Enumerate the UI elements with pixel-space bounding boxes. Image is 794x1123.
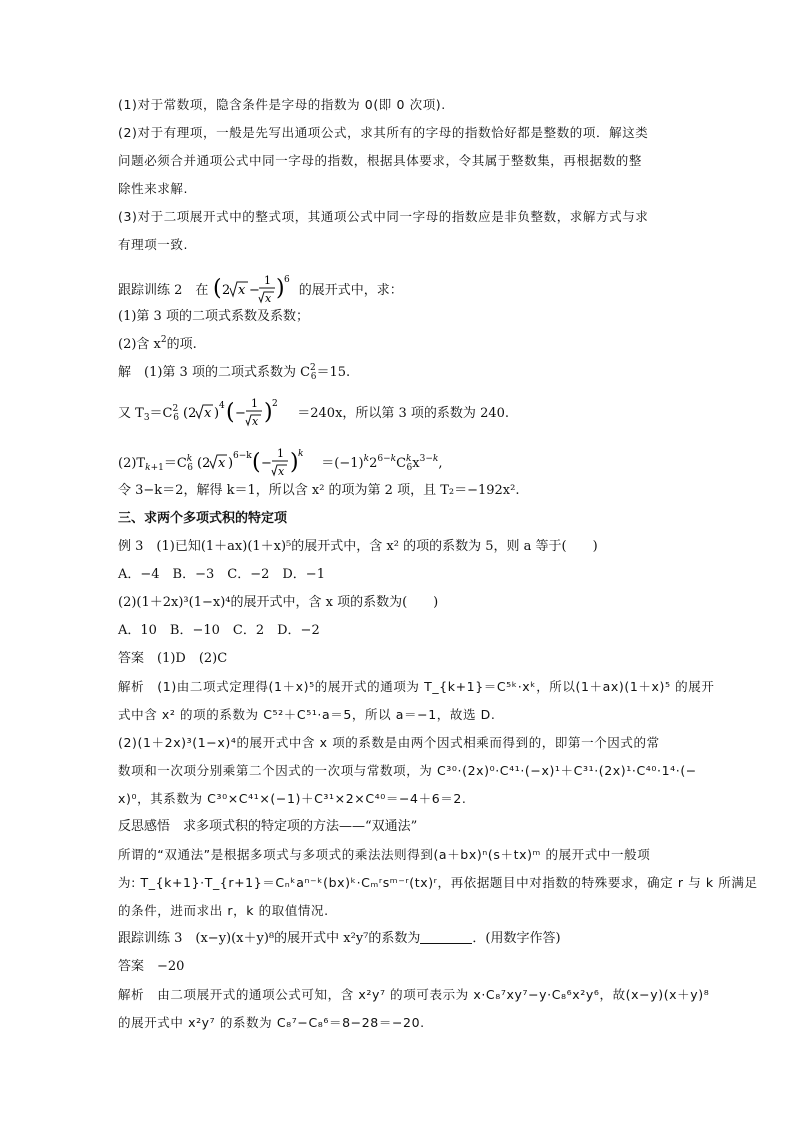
example3-q2: (2)(1＋2x)³(1−x)⁴的展开式中，含 x 项的系数为( ) <box>118 595 439 610</box>
practice3-question: 跟踪训练 3 (x−y)(x＋y)⁸的展开式中 x²y⁷的系数为 ．(用数字作答) <box>118 931 561 946</box>
svg-text:): ) <box>290 450 299 475</box>
svg-text:6−k: 6−k <box>233 451 252 461</box>
practice3-analysis-2: 的展开式中 x²y⁷ 的系数为 C₈⁷−C₈⁶＝8−28＝−20. <box>118 1015 425 1030</box>
svg-text:−: − <box>235 406 247 421</box>
answer-blank <box>420 930 472 944</box>
example3-analysis-1: 解析 (1)由二项式定理得(1＋x)⁵的展开式的通项为 T_{k+1}＝C⁵ᵏ·xᵏ，所以(1＋ax)(1＋x)⁵ 的展开 <box>118 679 715 694</box>
svg-text:−: − <box>261 456 273 471</box>
para-integral-term-2: 有理项一致. <box>118 237 189 252</box>
svg-text:−: − <box>248 283 260 298</box>
practice3-analysis-1: 解析 由二项展开式的通项公式可知，含 x²y⁷ 的项可表示为 x·C₈⁷xy⁷−y·C₈⁶x²y⁶，故(x−y)(x＋y)⁸ <box>118 987 710 1002</box>
reflection-line-3: 的条件，进而求出 r，k 的取值情况. <box>118 903 329 918</box>
svg-text:1: 1 <box>277 447 285 460</box>
svg-text:2: 2 <box>272 399 278 409</box>
svg-text:): ) <box>264 400 273 425</box>
solution-line-4: 令 3−k＝2，解得 k＝1，所以含 x² 的项为第 2 项，且 T₂＝−192x². <box>118 483 520 498</box>
svg-text:6: 6 <box>283 275 290 285</box>
solution-line-3: $(2)T_{k+1}=C^k_6$ (2 x ) 6−k ( − 1 x ) k $=(-1)^k2^{6-k}C^k_6x^{3-k}$, <box>118 444 442 480</box>
svg-text:(: ( <box>226 400 235 425</box>
svg-text:x: x <box>252 415 259 428</box>
practice2-label: 跟踪训练 2 在 <box>118 283 209 298</box>
svg-text:): ) <box>275 276 285 301</box>
svg-text:4: 4 <box>219 401 225 411</box>
svg-text:k: k <box>298 449 304 459</box>
example3-analysis-2: 式中含 x² 的项的系数为 C⁵²＋C⁵¹·a＝5，所以 a＝−1，故选 D. <box>118 707 496 722</box>
svg-text:x: x <box>237 283 245 298</box>
binomial-expression <box>213 270 295 308</box>
para-rational-term-3: 除性来求解. <box>118 181 189 196</box>
svg-text:(2: (2 <box>197 456 211 471</box>
svg-text:1: 1 <box>251 397 259 410</box>
svg-text:): ) <box>228 456 234 471</box>
para-integral-term-1: (3)对于二项展开式中的整式项，其通项公式中同一字母的指数应是非负整数，求解方式与求 <box>118 209 649 224</box>
para-constant-term: (1)对于常数项，隐含条件是字母的指数为 0(即 0 次项). <box>118 97 446 112</box>
example3-options-1: A．−4 B．−3 C．−2 D．−1 <box>118 567 325 582</box>
example3-analysis-3: (2)(1＋2x)³(1−x)⁴的展开式中含 x 项的系数是由两个因式相乘而得到的，即第一个因式的常 <box>118 735 660 750</box>
section-heading: 三、求两个多项式积的特定项 <box>118 511 288 526</box>
svg-text:x: x <box>264 292 271 305</box>
reflection-title: 反思感悟 求多项式积的特定项的方法——“双通法” <box>118 819 418 834</box>
svg-text:(2: (2 <box>183 406 197 421</box>
svg-text:x: x <box>278 465 285 478</box>
svg-text:1: 1 <box>263 274 271 287</box>
example3-options-2: A．10 B．−10 C．2 D．−2 <box>118 623 320 638</box>
practice2-q2: (2)含 $x^2$的项. <box>118 335 197 352</box>
practice2-heading <box>118 270 403 308</box>
solution-label: 解 (1)第 3 项的二项式系数为 C <box>118 365 311 380</box>
example3-analysis-5: x)⁰，其系数为 C³⁰×C⁴¹×(−1)＋C³¹×2×C⁴⁰＝−4＋6＝2. <box>118 791 467 806</box>
solution-line-2: 又 $T_3=C^2_6$ (2 x ) 4 ( − 1 x ) 2 ＝240x，所以第 3 项的系数为 240. <box>118 394 509 430</box>
svg-text:x: x <box>204 406 212 421</box>
practice3-answer: 答案 −20 <box>118 959 185 974</box>
practice2-tail: 的展开式中，求： <box>298 283 403 298</box>
reflection-line-1: 所谓的“双通法”是根据多项式与多项式的乘法法则得到(a＋bx)ⁿ(s＋tx)ᵐ 的展开式中一般项 <box>118 847 651 862</box>
example3-answer: 答案 (1)D (2)C <box>118 651 228 666</box>
solution-line-1: 解 (1)第 3 项的二项式系数为 $C^2_6=15$. <box>118 363 351 382</box>
para-rational-term-1: (2)对于有理项，一般是先写出通项公式，求其所有的字母的指数恰好都是整数的项．解这类 <box>118 125 649 140</box>
svg-text:(: ( <box>252 450 261 475</box>
svg-text:2: 2 <box>221 283 230 298</box>
para-rational-term-2: 问题必须合并通项公式中同一字母的指数，根据具体要求，令其属于整数集，再根据数的整 <box>118 153 643 168</box>
svg-text:): ) <box>214 406 220 421</box>
practice2-q1: (1)第 3 项的二项式系数及系数； <box>118 309 309 324</box>
example3-q1: 例 3 (1)已知(1＋ax)(1＋x)⁵的展开式中，含 x² 的项的系数为 5，则 a 等于( ) <box>118 539 598 554</box>
svg-text:x: x <box>218 456 226 471</box>
solution-term-expression <box>183 394 293 430</box>
reflection-line-2: 为: T_{k+1}·T_{r+1}＝Cₙᵏaⁿ⁻ᵏ(bx)ᵏ·Cₘʳsᵐ⁻ʳ(tx)ʳ，再依据题目中对指数的特殊要求，确定 r 与 k 所满足 <box>118 875 758 890</box>
general-term-expression <box>197 444 317 480</box>
example3-analysis-4: 数项和一次项分别乘第二个因式的一次项与常数项，为 C³⁰·(2x)⁰·C⁴¹·(−x)¹＋C³¹·(2x)¹·C⁴⁰·1⁴·(− <box>118 763 697 778</box>
svg-text:(: ( <box>212 276 222 301</box>
